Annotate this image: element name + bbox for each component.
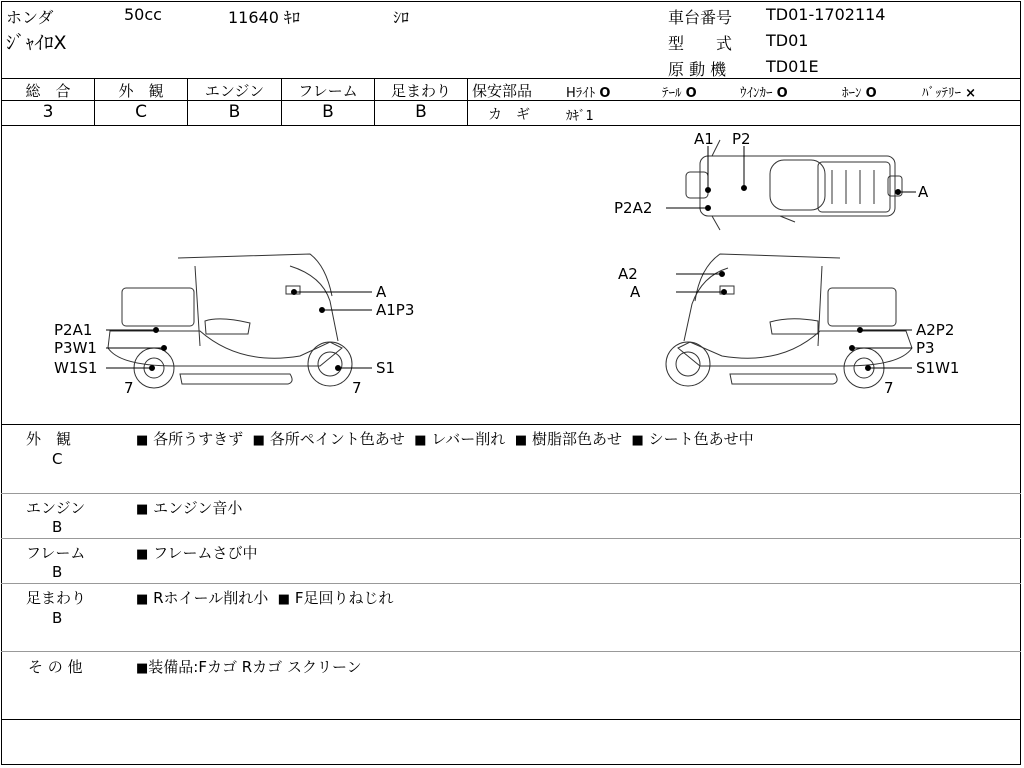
chassis-label: 車台番号: [668, 8, 733, 27]
safety-item-horn: ﾎｰﾝ O: [842, 86, 877, 101]
comment-category-engine: エンジン: [26, 499, 86, 517]
comment-items-frame: ■ フレームさび中: [136, 544, 258, 562]
label-right-a2: A2: [618, 265, 638, 283]
label-left-a1p3: A1P3: [376, 301, 415, 319]
top-view-scooter: [686, 140, 902, 230]
model-name: ｼﾞｬｲﾛX: [6, 32, 67, 54]
comment-category-exterior: 外 観: [26, 430, 72, 448]
comment-category-suspension: 足まわり: [26, 589, 87, 607]
label-left-7a: 7: [124, 379, 134, 397]
type-label: 型 式: [668, 34, 733, 53]
safety-label: 保安部品: [472, 82, 533, 100]
comment-grade-suspension: B: [52, 609, 63, 627]
label-left-s1: S1: [376, 359, 396, 377]
comment-items-exterior: ■ 各所うすきず ■ 各所ペイント色あせ ■ レバー削れ ■ 樹脂部色あせ ■ シート色あせ中: [136, 430, 754, 448]
header-divider: [1, 78, 1021, 79]
engine-label: 原 動 機: [668, 60, 727, 79]
row-divider: [1, 538, 1021, 539]
label-left-7b: 7: [352, 379, 362, 397]
comment-items-suspension: ■ Rホイール削れ小 ■ F足回りねじれ: [136, 589, 394, 607]
safety-item-tail: ﾃｰﾙ O: [662, 86, 697, 101]
label-left-w1s1: W1S1: [54, 359, 98, 377]
label-right-a: A: [630, 283, 641, 301]
safety-item-battery: ﾊﾞｯﾃﾘｰ ×: [922, 86, 977, 101]
grade-label-exterior: 外 観: [118, 82, 164, 100]
row-divider: [1, 493, 1021, 494]
label-right-a2p2: A2P2: [916, 321, 955, 339]
row-divider: [1, 583, 1021, 584]
chassis-value: TD01-1702114: [766, 5, 886, 24]
comment-category-frame: フレーム: [26, 544, 86, 562]
grade-value-total: 3: [42, 102, 54, 122]
key-label: カ ギ: [488, 107, 530, 123]
grade-col-line: [467, 78, 468, 125]
comment-grade-exterior: C: [52, 450, 63, 468]
safety-item-winker: ｳｲﾝｶｰ O: [740, 86, 788, 101]
comment-grade-engine: B: [52, 518, 63, 536]
label-top-p2: P2: [732, 130, 751, 148]
grade-value-exterior: C: [135, 102, 147, 122]
row-divider: [1, 651, 1021, 652]
comments-bottom-divider: [1, 719, 1021, 720]
maker: ホンダ: [6, 8, 54, 27]
label-right-s1w1: S1W1: [916, 359, 960, 377]
safety-item-headlight: Hﾗｲﾄ O: [566, 86, 611, 101]
label-top-a: A: [918, 183, 929, 201]
grade-label-frame: フレーム: [298, 82, 358, 100]
mileage: 11640 ｷﾛ: [228, 8, 300, 27]
label-top-p2a2: P2A2: [614, 199, 653, 217]
color: ｼﾛ: [393, 8, 410, 27]
comment-category-other: そ の 他: [28, 658, 83, 676]
label-left-p3w1: P3W1: [54, 339, 97, 357]
type-value: TD01: [766, 31, 809, 50]
grade-label-suspension: 足まわり: [390, 82, 451, 100]
comment-grade-frame: B: [52, 563, 63, 581]
label-top-a1: A1: [694, 130, 714, 148]
engine-value: TD01E: [766, 57, 819, 76]
grade-value-suspension: B: [415, 102, 427, 122]
displacement: 50cc: [124, 5, 162, 24]
label-right-p3: P3: [916, 339, 935, 357]
grade-value-frame: B: [322, 102, 334, 122]
label-right-7: 7: [884, 379, 894, 397]
comments-divider: [1, 424, 1021, 425]
scooter-diagram: [0, 126, 1024, 424]
grade-value-engine: B: [228, 102, 241, 122]
key-value: ｶｷﾞ1: [566, 109, 594, 124]
label-left-p2a1: P2A1: [54, 321, 93, 339]
grade-label-engine: エンジン: [204, 82, 265, 100]
comment-items-other: ■装備品:Fカゴ Rカゴ スクリーン: [136, 658, 362, 676]
label-left-a: A: [376, 283, 387, 301]
grade-label-total: 総 合: [25, 82, 71, 100]
comment-items-engine: ■ エンジン音小: [136, 499, 243, 517]
